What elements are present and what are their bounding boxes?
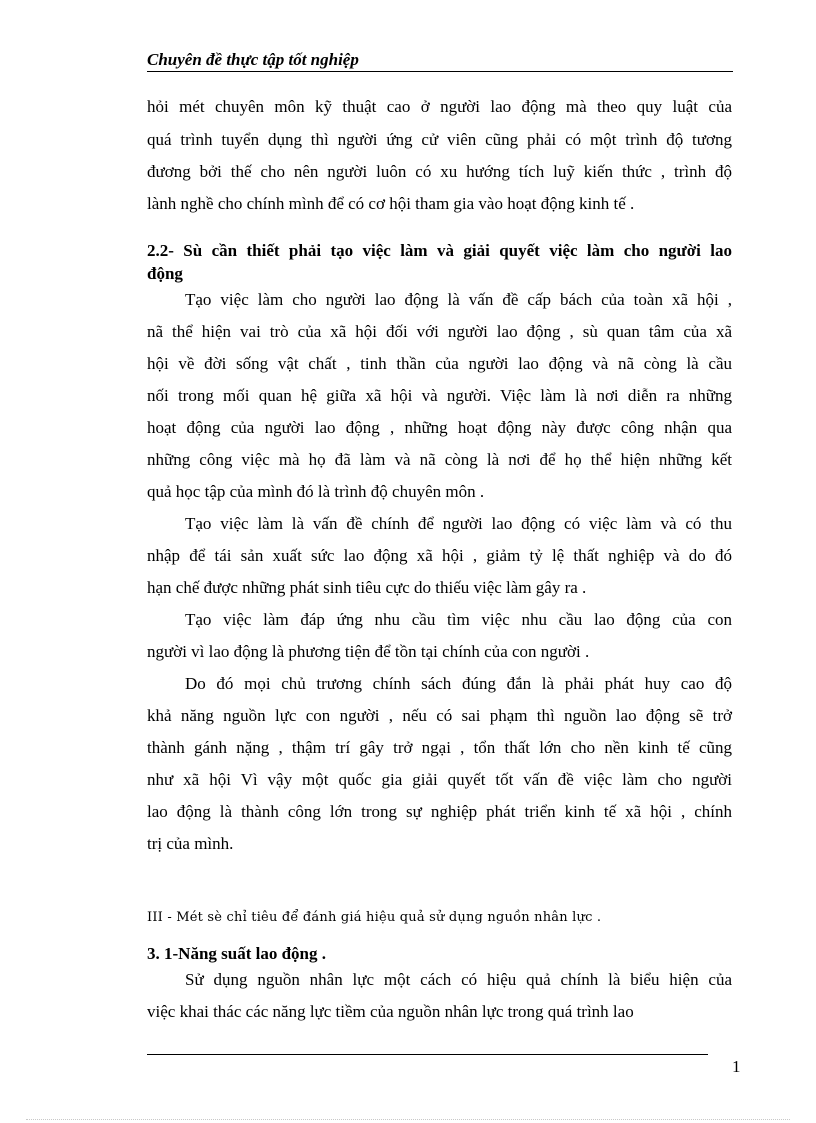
paragraph-line: lao động là thành công lớn trong sự nghiệp phát triển kinh tế xã hội , chính: [147, 802, 732, 821]
paragraph-line: thành gánh nặng , thậm trí gây trở ngại , tổn thất lớn cho nền kinh tế cũng: [147, 738, 732, 757]
chapter-heading: III - Mét sè chỉ tiêu để đánh giá hiệu quả sử dụng nguồn nhân lực .: [147, 910, 602, 925]
section-heading: 2.2- Sù cần thiết phải tạo việc làm và giải quyết việc làm cho người lao: [147, 241, 732, 260]
paragraph-line: Tạo việc làm là vấn đề chính để người lao động có việc làm và có thu: [185, 514, 732, 533]
section-heading: động: [147, 264, 183, 283]
paragraph-line: quả học tập của mình đó là trình độ chuyên môn .: [147, 482, 485, 501]
paragraph-line: trị của mình.: [147, 834, 234, 853]
paragraph-line: nã thể hiện vai trò của xã hội đối với người lao động , sù quan tâm của xã: [147, 322, 732, 341]
paragraph-line: lành nghề cho chính mình để có cơ hội tham gia vào hoạt động kinh tế .: [147, 194, 635, 213]
paragraph-line: hỏi mét chuyên môn kỹ thuật cao ở người lao động mà theo quy luật của: [147, 97, 732, 116]
paragraph-line: những công việc mà họ đã làm và nã còng là nơi để họ thể hiện những kết: [147, 450, 732, 469]
paragraph-line: hội về đời sống vật chất , tinh thần của người lao động và nã còng là cầu: [147, 354, 732, 373]
paragraph-line: Tạo việc làm cho người lao động là vấn đề cấp bách của toàn xã hội ,: [185, 290, 732, 309]
paragraph-line: Sử dụng nguồn nhân lực một cách có hiệu quả chính là biểu hiện của: [185, 970, 732, 989]
header-rule: [147, 71, 733, 72]
paragraph-line: quá trình tuyển dụng thì người ứng cử viên cũng phải có một trình độ tương: [147, 130, 732, 149]
paragraph-line: hoạt động của người lao động , những hoạt động này được công nhận qua: [147, 418, 732, 437]
paragraph-line: việc khai thác các năng lực tiềm của nguồn nhân lực trong quá trình lao: [147, 1002, 634, 1021]
paragraph-line: người vì lao động là phương tiện để tồn tại chính của con người .: [147, 642, 590, 661]
page-edge-dots: [26, 1119, 790, 1120]
footer-rule: [147, 1054, 708, 1055]
paragraph-line: khả năng nguồn lực con người , nếu có sai phạm thì nguồn lao động sẽ trở: [147, 706, 732, 725]
paragraph-line: nối trong mối quan hệ giữa xã hội và người. Việc làm là nơi diễn ra những: [147, 386, 732, 405]
subsection-heading: 3. 1-Năng suất lao động .: [147, 944, 327, 963]
running-header: Chuyên đề thực tập tốt nghiệp: [147, 50, 359, 69]
paragraph-line: Tạo việc làm đáp ứng nhu cầu tìm việc nhu cầu lao động của con: [185, 610, 732, 629]
paragraph-line: hạn chế được những phát sinh tiêu cực do thiếu việc làm gây ra .: [147, 578, 587, 597]
page-number: 1: [732, 1057, 741, 1076]
paragraph-line: nhập để tái sản xuất sức lao động xã hội , giảm tỷ lệ thất nghiệp và do đó: [147, 546, 732, 565]
paragraph-line: như xã hội Vì vậy một quốc gia giải quyết tốt vấn đề việc làm cho người: [147, 770, 732, 789]
paragraph-line: đương bởi thế cho nên người luôn có xu hướng tích luỹ kiến thức , trình độ: [147, 162, 732, 181]
paragraph-line: Do đó mọi chủ trương chính sách đúng đắn là phải phát huy cao độ: [185, 674, 732, 693]
